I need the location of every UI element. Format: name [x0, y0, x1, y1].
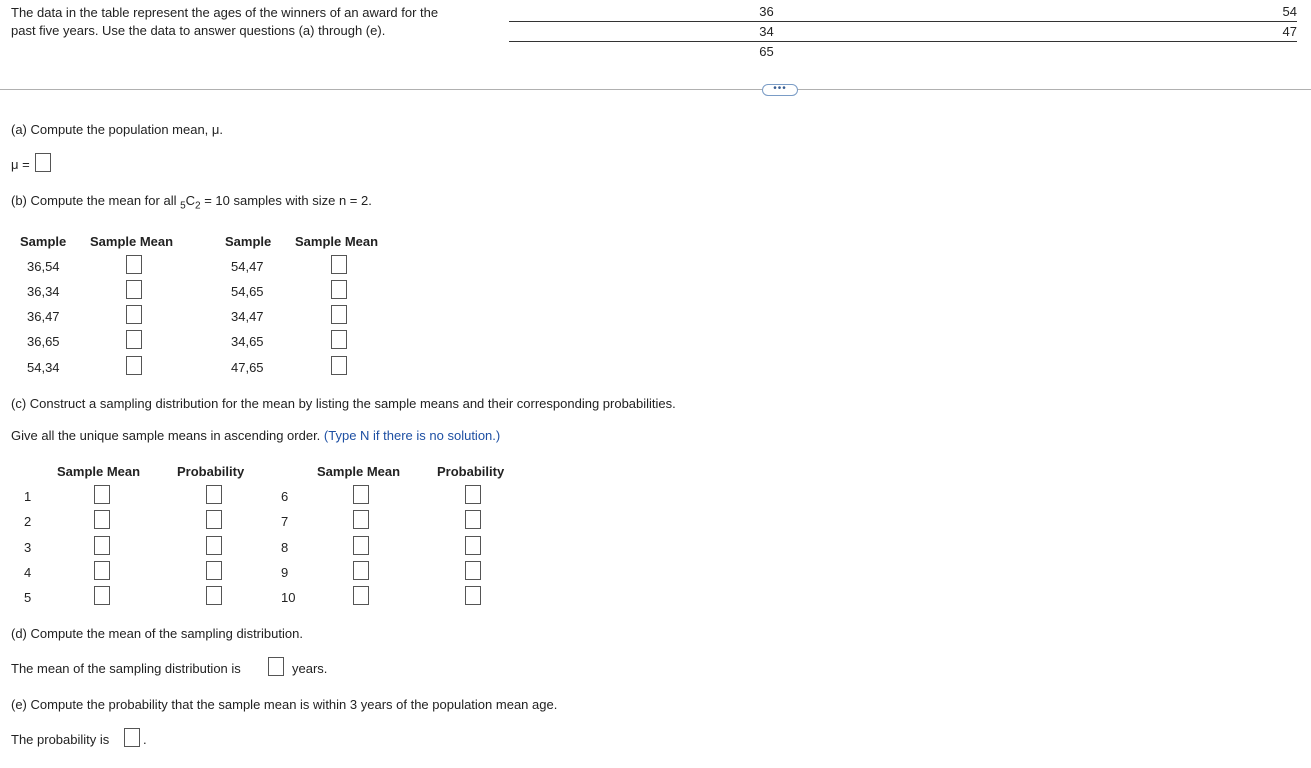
instruction-hint: (Type N if there is no solution.) — [323, 428, 501, 443]
row-number: 9 — [281, 565, 289, 580]
data-cell: 65 — [759, 44, 774, 59]
probability-input[interactable] — [124, 728, 140, 747]
part-b-prefix: (b) Compute the mean for all — [11, 193, 181, 208]
sample-mean-input[interactable] — [126, 280, 142, 299]
data-row — [509, 22, 1297, 42]
part-d-question: (d) Compute the mean of the sampling distribution. — [11, 626, 303, 641]
part-c-question: (c) Construct a sampling distribution for the mean by listing the sample means and their corresponding probabilities. — [11, 396, 676, 411]
combination-r: 2 — [195, 200, 201, 212]
sample-mean-input[interactable] — [331, 305, 347, 324]
combination-c: C — [185, 193, 196, 208]
sample-mean-input[interactable] — [126, 330, 142, 349]
sample-label: 36,54 — [27, 259, 60, 274]
sample-mean-input[interactable] — [126, 305, 142, 324]
intro-line-1: The data in the table represent the ages of the winners of an award for the — [11, 5, 439, 20]
sample-label: 34,47 — [231, 309, 264, 324]
probability-header: Probability — [437, 464, 505, 479]
sample-label: 36,65 — [27, 334, 60, 349]
sample-mean-input[interactable] — [126, 255, 142, 274]
data-cell: 47 — [1282, 24, 1297, 39]
sample-mean-header: Sample Mean — [90, 234, 174, 249]
row-number: 3 — [24, 540, 32, 555]
row-number: 4 — [24, 565, 32, 580]
part-d-answer-prefix: The mean of the sampling distribution is — [11, 661, 241, 676]
sample-mean-input[interactable] — [331, 255, 347, 274]
probability-header: Probability — [177, 464, 245, 479]
mu-label: μ = — [11, 157, 30, 172]
sample-mean-input[interactable] — [353, 586, 369, 605]
sample-mean-input[interactable] — [94, 510, 110, 529]
intro-line-2: past five years. Use the data to answer questions (a) through (e). — [11, 23, 386, 38]
data-row — [509, 42, 1297, 61]
probability-input[interactable] — [465, 485, 481, 504]
expand-more-button[interactable]: ••• — [762, 84, 798, 96]
data-row — [509, 2, 1297, 22]
combination-n: 5 — [180, 200, 186, 212]
instruction-text: Give all the unique sample means in ascending order. — [11, 428, 321, 443]
data-cell: 54 — [1282, 4, 1297, 19]
population-mean-input[interactable] — [35, 153, 51, 172]
probability-input[interactable] — [465, 536, 481, 555]
sample-label: 54,65 — [231, 284, 264, 299]
part-c-instruction — [11, 428, 500, 443]
sample-mean-header: Sample Mean — [317, 464, 401, 479]
sample-label: 47,65 — [231, 360, 264, 375]
part-e-answer-suffix: . — [143, 732, 147, 747]
probability-input[interactable] — [206, 586, 222, 605]
row-number: 1 — [24, 489, 32, 504]
part-a-question: (a) Compute the population mean, μ. — [11, 122, 223, 137]
sample-mean-input[interactable] — [353, 561, 369, 580]
part-b-question — [11, 193, 372, 212]
sample-label: 34,65 — [231, 334, 264, 349]
part-b-suffix: = 10 samples with size n = 2. — [200, 193, 372, 208]
data-cell: 34 — [759, 24, 774, 39]
data-cell: 36 — [759, 4, 774, 19]
sampling-distribution-mean-input[interactable] — [268, 657, 284, 676]
sample-header: Sample — [20, 234, 67, 249]
sample-header: Sample — [225, 234, 272, 249]
probability-input[interactable] — [465, 561, 481, 580]
probability-input[interactable] — [465, 586, 481, 605]
sample-mean-input[interactable] — [353, 510, 369, 529]
sample-mean-input[interactable] — [94, 485, 110, 504]
probability-input[interactable] — [206, 561, 222, 580]
probability-input[interactable] — [206, 536, 222, 555]
sample-label: 36,47 — [27, 309, 60, 324]
sample-mean-header: Sample Mean — [295, 234, 379, 249]
sample-mean-input[interactable] — [94, 586, 110, 605]
sample-mean-input[interactable] — [126, 356, 142, 375]
row-number: 2 — [24, 514, 32, 529]
part-e-question: (e) Compute the probability that the sample mean is within 3 years of the population mean age. — [11, 697, 558, 712]
probability-input[interactable] — [206, 485, 222, 504]
sample-mean-input[interactable] — [353, 536, 369, 555]
intro-text — [11, 4, 501, 40]
row-number: 6 — [281, 489, 289, 504]
sample-mean-input[interactable] — [331, 280, 347, 299]
part-d-answer-suffix: years. — [292, 661, 328, 676]
sample-mean-input[interactable] — [353, 485, 369, 504]
sample-mean-input[interactable] — [94, 536, 110, 555]
sample-label: 36,34 — [27, 284, 60, 299]
row-number: 5 — [24, 590, 32, 605]
probability-input[interactable] — [465, 510, 481, 529]
section-divider — [0, 89, 1311, 90]
row-number: 10 — [281, 590, 296, 605]
sample-label: 54,47 — [231, 259, 264, 274]
part-e-answer-prefix: The probability is — [11, 732, 110, 747]
sample-mean-input[interactable] — [331, 330, 347, 349]
ages-data-table — [509, 2, 1297, 61]
row-number: 8 — [281, 540, 289, 555]
sample-mean-header: Sample Mean — [57, 464, 141, 479]
row-number: 7 — [281, 514, 289, 529]
sample-label: 54,34 — [27, 360, 60, 375]
probability-input[interactable] — [206, 510, 222, 529]
sample-mean-input[interactable] — [331, 356, 347, 375]
sample-mean-input[interactable] — [94, 561, 110, 580]
